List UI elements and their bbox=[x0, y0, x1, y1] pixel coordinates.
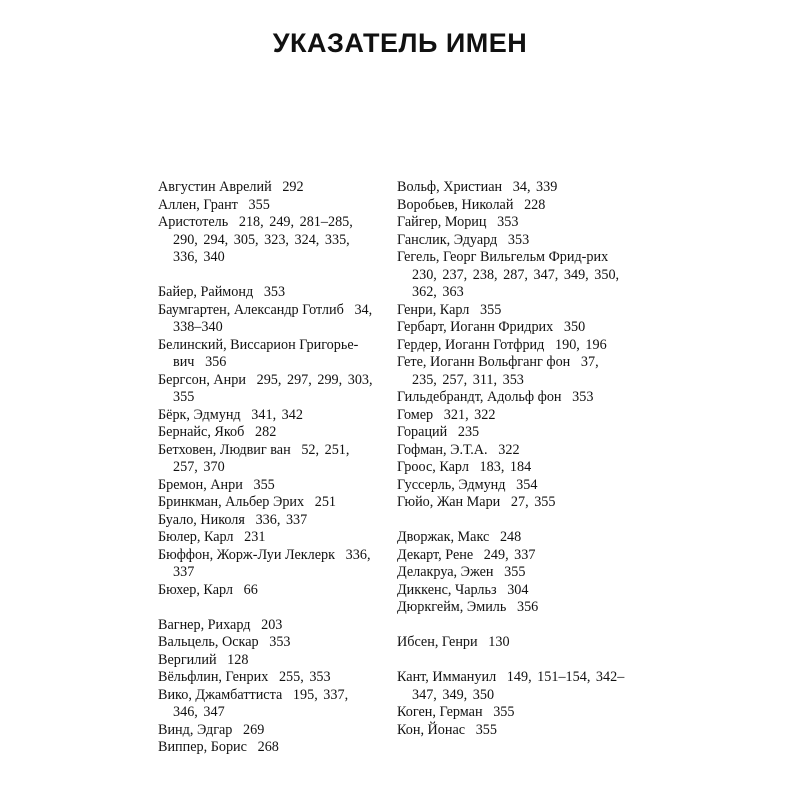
index-entry bbox=[397, 564, 625, 582]
index-entry bbox=[158, 214, 378, 267]
entry-pages: 292 bbox=[282, 179, 304, 195]
index-entry bbox=[397, 529, 625, 547]
entry-name: Белинский, Виссарион Григорье-вич bbox=[158, 336, 359, 370]
index-entry bbox=[158, 284, 378, 302]
index-entry bbox=[397, 197, 625, 215]
entry-pages: 295, 297, 299, 303, 355 bbox=[173, 371, 379, 405]
entry-name: Диккенс, Чарльз bbox=[397, 581, 497, 598]
entry-pages: 336, 337 bbox=[173, 546, 377, 580]
letter-group-gap bbox=[158, 599, 378, 617]
entry-pages: 231 bbox=[244, 529, 266, 545]
entry-name: Гораций bbox=[397, 424, 448, 440]
index-entry bbox=[397, 634, 625, 652]
entry-pages: 321, 322 bbox=[443, 406, 496, 423]
entry-name: Баумгартен, Александр Готлиб bbox=[158, 301, 344, 318]
index-entry bbox=[397, 477, 625, 495]
entry-pages: 149, 151–154, 342–347, 349, 350 bbox=[412, 669, 625, 703]
entry-name: Гердер, Иоганн Готфрид bbox=[397, 336, 545, 353]
entry-pages: 230, 237, 238, 287, 347, 349, 350, 362, 363 bbox=[412, 266, 625, 300]
index-entry bbox=[158, 302, 378, 337]
entry-name: Бремон, Анри bbox=[158, 476, 243, 493]
index-entry bbox=[158, 477, 378, 495]
index-entry bbox=[397, 214, 625, 232]
entry-name: Августин Аврелий bbox=[158, 179, 272, 195]
index-entry bbox=[158, 424, 378, 442]
entry-pages: 353 bbox=[572, 389, 594, 405]
entry-name: Гильдебрандт, Адольф фон bbox=[397, 389, 562, 405]
entry-name: Винд, Эдгар bbox=[158, 721, 233, 738]
entry-pages: 353 bbox=[497, 214, 519, 230]
entry-name: Вико, Джамбаттиста bbox=[158, 686, 283, 703]
entry-name: Гроос, Карл bbox=[397, 459, 469, 475]
entry-pages: 268 bbox=[257, 739, 279, 755]
entry-name: Дюркгейм, Эмиль bbox=[397, 599, 507, 615]
entry-name: Бринкман, Альбер Эрих bbox=[158, 494, 305, 510]
index-entry bbox=[158, 337, 378, 372]
index-entry bbox=[158, 442, 378, 477]
entry-name: Гербарт, Иоганн Фридрих bbox=[397, 319, 554, 335]
entry-name: Генри, Карл bbox=[397, 301, 470, 318]
index-entry bbox=[158, 494, 378, 512]
entry-pages: 66 bbox=[243, 581, 258, 598]
entry-pages: 353 bbox=[507, 231, 530, 248]
index-column-right bbox=[397, 179, 625, 739]
entry-pages: 203 bbox=[261, 616, 283, 633]
entry-name: Ганслик, Эдуард bbox=[397, 231, 498, 248]
entry-name: Делакруа, Эжен bbox=[397, 564, 494, 580]
entry-pages: 183, 184 bbox=[479, 459, 532, 475]
entry-pages: 52, 251, 257, 370 bbox=[173, 441, 355, 475]
entry-name: Бернайс, Якоб bbox=[158, 424, 245, 440]
index-entry bbox=[158, 372, 378, 407]
entry-pages: 282 bbox=[255, 424, 277, 440]
entry-name: Аристотель bbox=[158, 214, 229, 230]
entry-pages: 355 bbox=[480, 301, 502, 318]
index-entry bbox=[397, 722, 625, 740]
index-entry bbox=[158, 179, 378, 197]
letter-group-gap bbox=[397, 617, 625, 635]
index-entry bbox=[158, 669, 378, 687]
entry-pages: 355 bbox=[248, 196, 270, 213]
entry-pages: 195, 337, 346, 347 bbox=[173, 686, 354, 720]
entry-name: Бёрк, Эдмунд bbox=[158, 406, 241, 423]
entry-pages: 355 bbox=[253, 476, 275, 493]
index-entry bbox=[397, 599, 625, 617]
index-entry bbox=[397, 407, 625, 425]
index-entry bbox=[158, 687, 378, 722]
entry-pages: 341, 342 bbox=[251, 406, 303, 423]
index-entry bbox=[397, 547, 625, 565]
entry-name: Гофман, Э.Т.А. bbox=[397, 441, 488, 458]
entry-pages: 128 bbox=[227, 651, 249, 668]
index-entry bbox=[397, 354, 625, 389]
index-entry bbox=[397, 669, 625, 704]
entry-pages: 353 bbox=[269, 634, 291, 650]
entry-pages: 353 bbox=[263, 284, 286, 300]
index-entry bbox=[397, 494, 625, 512]
index-entry bbox=[158, 582, 378, 600]
entry-pages: 350 bbox=[563, 319, 586, 335]
entry-name: Вагнер, Рихард bbox=[158, 616, 251, 633]
entry-pages: 356 bbox=[516, 599, 539, 615]
entry-pages: 269 bbox=[243, 721, 265, 738]
entry-pages: 354 bbox=[516, 476, 538, 493]
entry-name: Гегель, Георг Вильгельм Фрид-рих bbox=[397, 249, 609, 265]
entry-name: Бетховен, Людвиг ван bbox=[158, 441, 291, 458]
entry-name: Кон, Йонас bbox=[397, 721, 466, 738]
index-entry bbox=[158, 634, 378, 652]
entry-pages: 34, 339 bbox=[512, 179, 558, 195]
index-entry bbox=[397, 319, 625, 337]
entry-name: Байер, Раймонд bbox=[158, 284, 254, 300]
index-entry bbox=[397, 179, 625, 197]
entry-pages: 27, 355 bbox=[510, 494, 556, 510]
entry-pages: 251 bbox=[314, 494, 337, 510]
index-entry bbox=[397, 389, 625, 407]
index-entry bbox=[158, 529, 378, 547]
page-title: УКАЗАТЕЛЬ ИМЕН bbox=[272, 28, 528, 58]
index-entry bbox=[397, 249, 625, 302]
index-entry bbox=[397, 424, 625, 442]
entry-name: Виппер, Борис bbox=[158, 739, 247, 755]
entry-name: Дворжак, Макс bbox=[397, 529, 490, 545]
entry-name: Аллен, Грант bbox=[158, 196, 238, 213]
index-entry bbox=[158, 197, 378, 215]
index-entry bbox=[158, 512, 378, 530]
entry-name: Воробьев, Николай bbox=[397, 196, 514, 213]
entry-pages: 248 bbox=[499, 529, 522, 545]
entry-name: Бюлер, Карл bbox=[158, 529, 234, 545]
entry-pages: 355 bbox=[493, 704, 515, 720]
entry-pages: 235 bbox=[457, 424, 480, 440]
index-entry bbox=[397, 442, 625, 460]
entry-name: Гомер bbox=[397, 406, 434, 423]
index-entry bbox=[158, 739, 378, 757]
entry-pages: 356 bbox=[205, 354, 227, 370]
letter-group-gap bbox=[397, 652, 625, 670]
entry-name: Буало, Николя bbox=[158, 511, 245, 528]
entry-pages: 355 bbox=[504, 564, 526, 580]
index-entry bbox=[158, 547, 378, 582]
entry-pages: 255, 353 bbox=[278, 669, 331, 685]
entry-name: Ибсен, Генри bbox=[397, 634, 478, 650]
entry-pages: 130 bbox=[488, 634, 510, 650]
index-entry bbox=[397, 582, 625, 600]
entry-pages: 304 bbox=[507, 581, 529, 598]
index-entry bbox=[397, 302, 625, 320]
letter-group-gap bbox=[397, 512, 625, 530]
entry-pages: 190, 196 bbox=[555, 336, 607, 353]
entry-name: Вальцель, Оскар bbox=[158, 634, 259, 650]
index-entry bbox=[158, 617, 378, 635]
entry-pages: 228 bbox=[524, 196, 546, 213]
entry-name: Вольф, Христиан bbox=[397, 179, 503, 195]
entry-pages: 249, 337 bbox=[483, 546, 536, 563]
entry-pages: 355 bbox=[475, 721, 497, 738]
index-column-left bbox=[158, 179, 378, 757]
index-entry bbox=[397, 337, 625, 355]
entry-name: Декарт, Рене bbox=[397, 546, 474, 563]
index-entry bbox=[397, 704, 625, 722]
entry-name: Бюффон, Жорж-Луи Леклерк bbox=[158, 546, 336, 563]
entry-pages: 34, 338–340 bbox=[173, 301, 378, 335]
letter-group-gap bbox=[158, 267, 378, 285]
entry-name: Гете, Иоганн Вольфганг фон bbox=[397, 354, 571, 370]
index-entry bbox=[397, 232, 625, 250]
entry-name: Коген, Герман bbox=[397, 704, 483, 720]
entry-pages: 37, 235, 257, 311, 353 bbox=[412, 354, 605, 388]
entry-pages: 336, 337 bbox=[255, 511, 308, 528]
entry-name: Вёльфлин, Генрих bbox=[158, 669, 269, 685]
entry-name: Бергсон, Анри bbox=[158, 371, 246, 388]
entry-name: Вергилий bbox=[158, 651, 217, 668]
entry-pages: 322 bbox=[498, 441, 520, 458]
entry-name: Гуссерль, Эдмунд bbox=[397, 476, 506, 493]
entry-name: Кант, Иммануил bbox=[397, 669, 497, 685]
index-entry bbox=[158, 407, 378, 425]
index-entry bbox=[397, 459, 625, 477]
index-entry bbox=[158, 722, 378, 740]
entry-name: Бюхер, Карл bbox=[158, 581, 233, 598]
entry-name: Гайгер, Мориц bbox=[397, 214, 487, 230]
entry-name: Гюйо, Жан Мари bbox=[397, 494, 501, 510]
entry-pages: 218, 249, 281–285, 290, 294, 305, 323, 324, 335, 336, 340 bbox=[173, 214, 359, 265]
index-entry bbox=[158, 652, 378, 670]
